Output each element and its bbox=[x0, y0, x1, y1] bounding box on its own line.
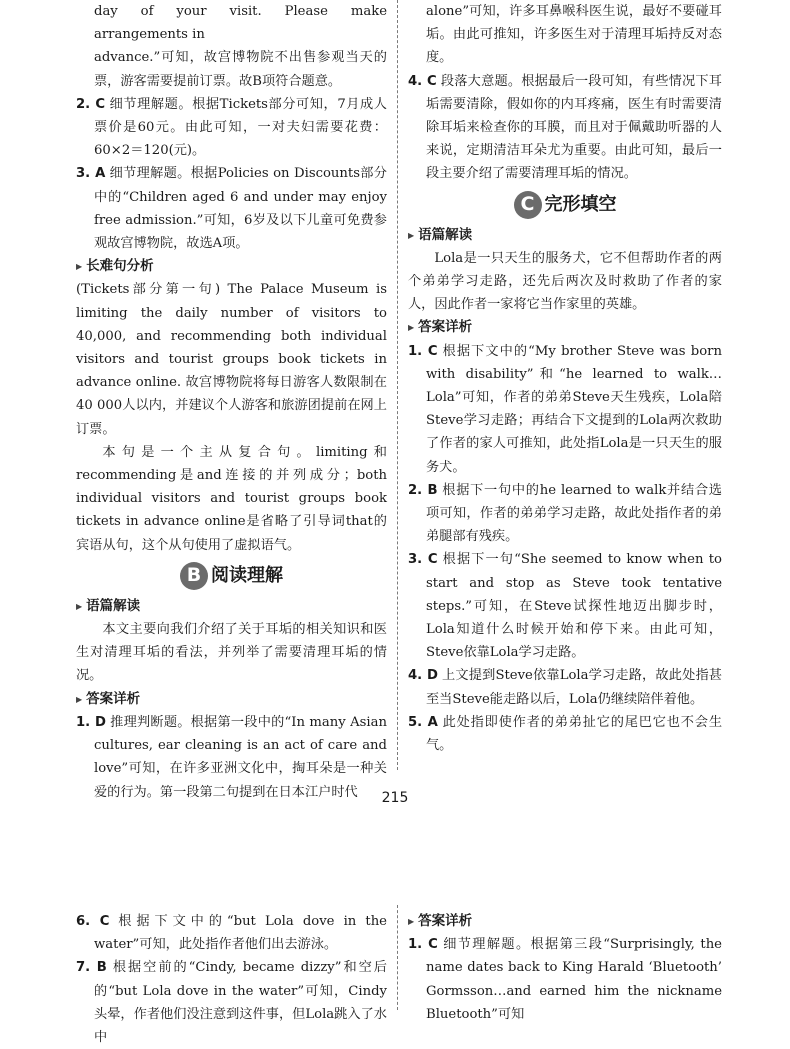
paragraph: 本文主要向我们介绍了关于耳垢的相关知识和医生对清理耳垢的看法，并列举了需要清理耳垢的情况。 bbox=[76, 622, 387, 684]
answer-number: 1. D bbox=[76, 714, 106, 730]
answer-number: 7. B bbox=[76, 960, 107, 976]
section-badge: C bbox=[514, 191, 542, 219]
answer-number: 3. A bbox=[76, 166, 106, 182]
subheading-text: 语篇解读 bbox=[418, 226, 473, 243]
answer-number: 1. C bbox=[408, 343, 438, 359]
paragraph: Lola是一只天生的服务犬，它不但帮助作者的两个弟弟学习走路，还先后两次及时救助了作者的家人，因此作者一家将它当作家里的英雄。 bbox=[408, 250, 722, 313]
triangle-icon: ▶ bbox=[76, 262, 83, 272]
subheading bbox=[408, 316, 722, 339]
answer-item bbox=[408, 664, 722, 710]
triangle-icon: ▶ bbox=[408, 323, 415, 333]
answer-text: 根据空前的“Cindy, became dizzy”和空后的“but Lola dove in the water”可知，Cindy头晕，作者他们没注意到这件事，但Lola跳入了水中 bbox=[94, 960, 387, 1046]
triangle-icon: ▶ bbox=[408, 917, 415, 926]
answer-item bbox=[408, 933, 722, 1026]
answer-item bbox=[76, 162, 387, 255]
answer-number: 2. B bbox=[408, 482, 438, 498]
column-divider-bottom bbox=[397, 905, 398, 1010]
answer-item bbox=[76, 956, 387, 1049]
answer-number: 1. C bbox=[408, 937, 438, 953]
answer-text: 上文提到Steve依靠Lola学习走路，故此处指甚至当Steve能走路以后，Lola仍继续陪伴着他。 bbox=[426, 668, 722, 707]
page-number: 215 bbox=[381, 790, 409, 806]
answer-item bbox=[408, 340, 722, 479]
answer-text: 细节理解题。根据第三段“Surprisingly, the name dates back to King Harald ‘Bluetooth’ Gormsson…and earned him the nickname Bluetooth”可知 bbox=[426, 937, 722, 1022]
top-right-column bbox=[408, 0, 722, 757]
continued-text: alone”可知，许多耳鼻喉科医生说，最好不要碰耳垢。由此可推知，许多医生对于清理耳垢持反对态度。 bbox=[426, 4, 722, 66]
section-heading bbox=[76, 561, 387, 591]
continued-text: advance.”可知，故宫博物院不出售参观当天的票，游客需要提前订票。故B项符合题意。 bbox=[94, 50, 387, 89]
triangle-icon: ▶ bbox=[76, 694, 83, 704]
subheading bbox=[408, 224, 722, 247]
triangle-icon: ▶ bbox=[408, 230, 415, 240]
subheading-text: 答案详析 bbox=[418, 319, 473, 336]
subheading-text: 答案详析 bbox=[86, 690, 141, 707]
answer-item bbox=[408, 479, 722, 549]
subheading bbox=[408, 910, 722, 933]
answer-number: 6. C bbox=[76, 914, 110, 929]
answer-text: 段落大意题。根据最后一段可知，有些情况下耳垢需要清除，假如你的内耳疼痛，医生有时需要清除耳垢来检查你的耳膜，而且对于佩戴助听器的人来说，定期清洁耳朵尤为重要。由此可知，最后一段主要介绍了需要清理耳垢的情况。 bbox=[426, 73, 722, 182]
subheading-text: 答案详析 bbox=[418, 913, 473, 929]
paragraph: 本句是一个主从复合句。limiting和recommending是and连接的并列成分；both individual visitors and tourist groups book tickets in advance online是省略了引导词that的宾语从句，这个从句使用了虚拟语气。 bbox=[76, 444, 387, 553]
answer-text: 根据下一句“She seemed to know when to start and stop as Steve took tentative steps.”可知，在Steve试探性地迈出脚步时，Lola知道什么时候开始和停下来。由此可知，Steve依靠Lola学习走路。 bbox=[426, 552, 722, 661]
answer-item bbox=[408, 711, 722, 757]
section-heading bbox=[408, 190, 722, 220]
answer-text: 根据下文中的“but Lola dove in the water”可知，此处指作者他们出去游泳。 bbox=[94, 914, 387, 953]
column-divider bbox=[397, 0, 398, 770]
answer-text: 根据下文中的“My brother Steve was born with disability”和“he learned to walk…Lola”可知，作者的弟弟Steve天生残疾，Lola陪Steve学习走路；再结合下文提到的Lola两次救助了作者的家人可推知，此处指Lola是一只天生的服务犬。 bbox=[426, 343, 722, 475]
answer-text: 细节理解题。根据Policies on Discounts部分中的“Children aged 6 and under may enjoy free admission.”可知，6岁及以下儿童可免费参观故宫博物院，故选A项。 bbox=[94, 166, 387, 252]
answer-text: 此处指即使作者的弟弟扯它的尾巴它也不会生气。 bbox=[426, 714, 723, 754]
answer-number: 3. C bbox=[408, 552, 438, 568]
answer-item bbox=[76, 910, 387, 956]
answer-text: 根据下一句中的he learned to walk并结合选项可知，作者的弟弟学习走路，故此处指作者的弟弟腿部有残疾。 bbox=[426, 482, 722, 545]
answer-number: 4. D bbox=[408, 668, 438, 684]
subheading bbox=[76, 595, 387, 618]
section-title: 完形填空 bbox=[544, 194, 617, 216]
subheading bbox=[76, 255, 387, 278]
paragraph: (Tickets部分第一句) The Palace Museum is limiting the daily number of visitors to 40,000, and recommending both individual visitors and tourist groups book tickets in advance online. 故宫博物院将每日游客人数限制在40 000人以内，并建议个人游客和旅游团提前在网上订票。 bbox=[76, 282, 387, 437]
answer-item bbox=[408, 548, 722, 664]
answer-text: 细节理解题。根据Tickets部分可知，7月成人票价是60元。由此可知，一对夫妇需要花费：60×2＝120(元)。 bbox=[94, 96, 387, 159]
answer-number: 5. A bbox=[408, 714, 438, 730]
answer-text: 推理判断题。根据第一段中的“In many Asian cultures, ear cleaning is an act of care and love”可知，在许多亚洲文化中，掏耳朵是一种关爱的行为。第一段第二句提到在日本江户时代 bbox=[94, 714, 387, 800]
subheading bbox=[76, 688, 387, 711]
top-left-column bbox=[76, 0, 387, 804]
bottom-left-column bbox=[76, 910, 387, 1049]
continued-text: day of your visit. Please make arrangements in bbox=[94, 4, 387, 43]
bottom-right-column bbox=[408, 910, 722, 1026]
section-badge: B bbox=[180, 562, 208, 590]
subheading-text: 长难句分析 bbox=[86, 258, 154, 275]
answer-number: 2. C bbox=[76, 96, 106, 112]
answer-item bbox=[408, 70, 722, 186]
answer-item bbox=[76, 93, 387, 163]
subheading-text: 语篇解读 bbox=[86, 597, 141, 614]
section-title: 阅读理解 bbox=[211, 565, 283, 587]
answer-number: 4. C bbox=[408, 73, 437, 89]
triangle-icon: ▶ bbox=[76, 601, 83, 611]
